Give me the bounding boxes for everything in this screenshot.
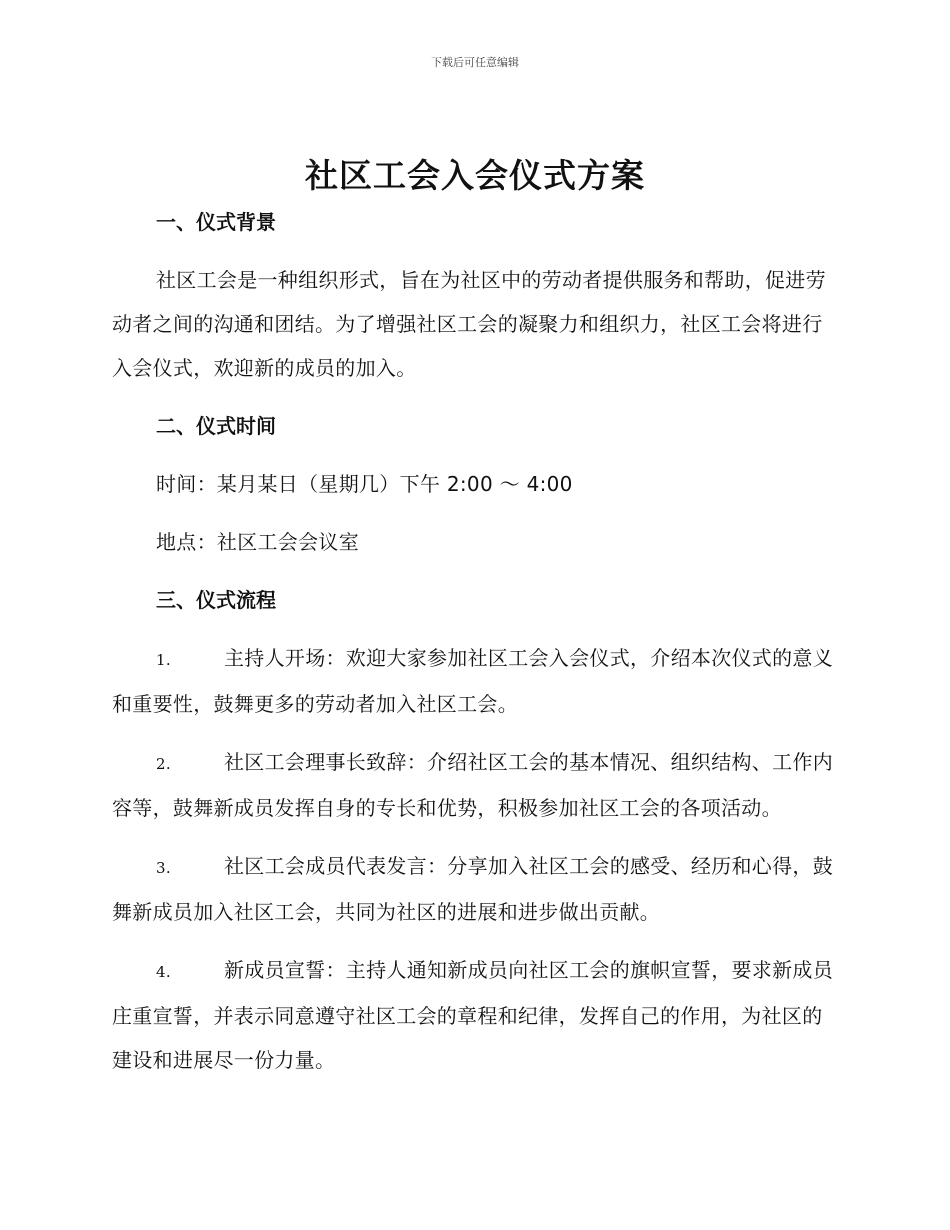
step-text: 社区工会成员代表发言：分享加入社区工会的感受、经历和心得，鼓舞新成员加入社区工会，共同为社区的进展和进步做出贡献。 — [112, 854, 833, 924]
step-number: 1. — [156, 651, 171, 669]
section-time — [112, 404, 834, 564]
step-text: 社区工会理事长致辞：介绍社区工会的基本情况、组织结构、工作内容等，鼓舞新成员发挥自身的专长和优势，积极参加社区工会的各项活动。 — [112, 750, 833, 820]
process-step — [112, 636, 834, 726]
step-text: 主持人开场：欢迎大家参加社区工会入会仪式，介绍本次仪式的意义和重要性，鼓舞更多的劳动者加入社区工会。 — [112, 646, 833, 716]
section-background — [112, 200, 834, 390]
document-title: 社区工会入会仪式方案 — [305, 156, 645, 195]
process-step — [112, 844, 834, 934]
section-paragraph: 社区工会是一种组织形式，旨在为社区中的劳动者提供服务和帮助，促进劳动者之间的沟通和团结。为了增强社区工会的凝聚力和组织力，社区工会将进行入会仪式，欢迎新的成员的加入。 — [112, 268, 826, 380]
section-heading: 二、仪式时间 — [156, 414, 276, 438]
section-process — [112, 578, 834, 1082]
step-number: 2. — [156, 755, 171, 773]
section-heading: 一、仪式背景 — [156, 210, 276, 234]
step-number: 3. — [156, 859, 171, 877]
process-step — [112, 740, 834, 830]
process-step — [112, 948, 834, 1082]
section-heading: 三、仪式流程 — [156, 588, 276, 612]
step-text: 新成员宣誓：主持人通知新成员向社区工会的旗帜宣誓，要求新成员庄重宣誓，并表示同意遵守社区工会的章程和纪律，发挥自己的作用，为社区的建设和进展尽一份力量。 — [112, 958, 833, 1072]
header-note: 下载后可任意编辑 — [431, 56, 519, 69]
step-number: 4. — [156, 963, 171, 981]
place-line: 地点：社区工会会议室 — [156, 530, 359, 554]
time-line: 时间：某月某日（星期几）下午 2:00 ～ 4:00 — [156, 472, 573, 496]
document-body — [112, 200, 834, 1082]
